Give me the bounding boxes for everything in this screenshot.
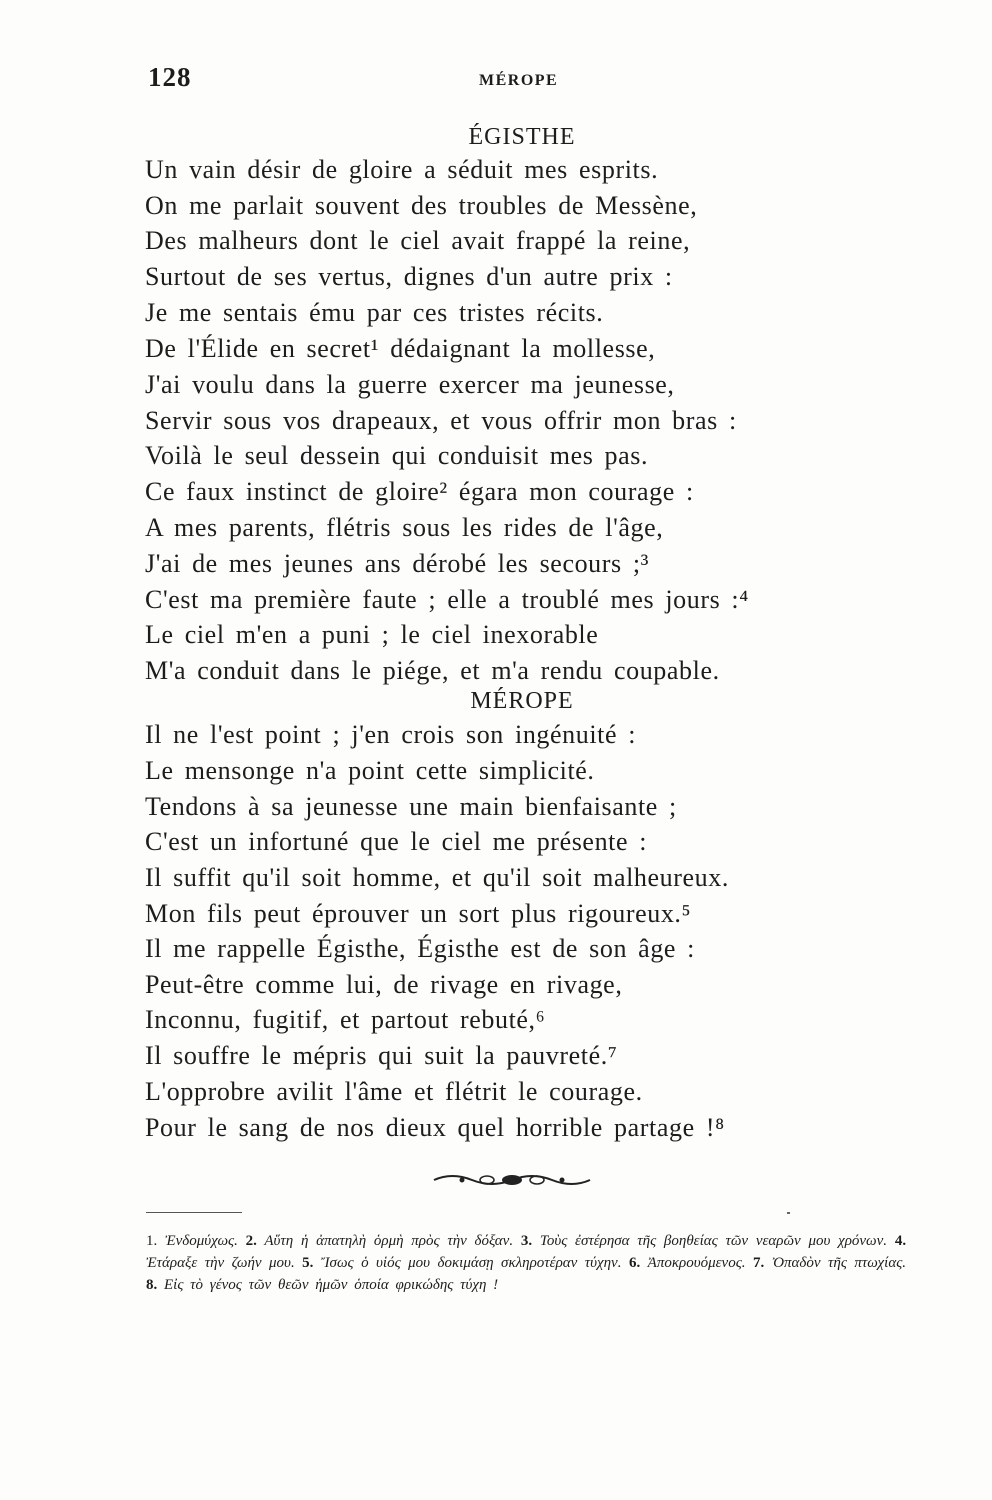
footnote-number: 8. bbox=[146, 1277, 158, 1293]
footnote-rule bbox=[146, 1212, 242, 1213]
footnote-text: Εἰς τὸ γένος τῶν θεῶν ἡμῶν ὁποία φρικώδης τύχη ! bbox=[164, 1277, 499, 1293]
verse-line: Voilà le seul dessein qui conduisit mes pas. bbox=[145, 441, 649, 470]
verse-line: Surtout de ses vertus, dignes d'un autre prix : bbox=[145, 262, 673, 291]
verse-line: Il me rappelle Égisthe, Égisthe est de son âge : bbox=[145, 934, 695, 963]
footnote-text: Ἐτάραξε τὴν ζωήν μου. bbox=[146, 1255, 295, 1271]
verse-line: Un vain désir de gloire a séduit mes esprits. bbox=[145, 155, 659, 184]
footnote-number: 6. bbox=[628, 1255, 641, 1271]
verse-line: L'opprobre avilit l'âme et flétrit le courage. bbox=[145, 1077, 643, 1106]
verse-line: C'est un infortuné que le ciel me présente : bbox=[145, 827, 648, 856]
verse-line: Ce faux instinct de gloire² égara mon courage : bbox=[145, 477, 694, 506]
verse-line: C'est ma première faute ; elle a troublé mes jours :⁴ bbox=[145, 585, 749, 614]
verse-line: De l'Élide en secret¹ dédaignant la mollesse, bbox=[145, 334, 656, 363]
ornament-divider bbox=[432, 1170, 592, 1190]
verse-line: Mon fils peut éprouver un sort plus rigoureux.⁵ bbox=[145, 899, 692, 928]
speaker-egisthe: ÉGISTHE bbox=[468, 124, 576, 150]
speaker-merope: MÉROPE bbox=[470, 688, 574, 714]
footnote-text: Ἴσως ὁ υἱός μου δοκιμάσῃ σκληροτέραν τύχην. bbox=[320, 1255, 622, 1271]
verse-line: Il ne l'est point ; j'en crois son ingénuité : bbox=[145, 720, 637, 749]
footnote-number: 1. bbox=[146, 1233, 158, 1249]
verse-line: Des malheurs dont le ciel avait frappé la reine, bbox=[145, 226, 691, 255]
page-number: 128 bbox=[148, 62, 192, 92]
verse-line: Tendons à sa jeunesse une main bienfaisante ; bbox=[145, 792, 677, 821]
verse-line: J'ai voulu dans la guerre exercer ma jeunesse, bbox=[145, 370, 675, 399]
speck bbox=[787, 1212, 790, 1214]
verse-line: M'a conduit dans le piége, et m'a rendu coupable. bbox=[145, 656, 720, 685]
verse-line: Je me sentais ému par ces tristes récits. bbox=[145, 298, 604, 327]
verse-line: On me parlait souvent des troubles de Messène, bbox=[145, 191, 698, 220]
verse-line: Il suffit qu'il soit homme, et qu'il soit malheureux. bbox=[145, 863, 729, 892]
footnote-number: 7. bbox=[753, 1255, 765, 1271]
footnote-text: Αὕτη ἡ ἀπατηλὴ ὁρμὴ πρὸς τὴν δόξαν. bbox=[264, 1233, 514, 1249]
footnote-text: Τοὺς ἐστέρησα τῆς βοηθείας τῶν νεαρῶν μου χρόνων. bbox=[539, 1233, 888, 1249]
verse-line: J'ai de mes jeunes ans dérobé les secours ;³ bbox=[145, 549, 650, 578]
verse-line: Le mensonge n'a point cette simplicité. bbox=[145, 756, 595, 785]
footnotes bbox=[146, 1230, 906, 1296]
verse-line: A mes parents, flétris sous les rides de l'âge, bbox=[145, 513, 664, 542]
footnote-number: 3. bbox=[520, 1233, 533, 1249]
footnote-text: Ἀποκρουόμενος. bbox=[647, 1255, 746, 1271]
footnote-number: 4. bbox=[894, 1233, 907, 1249]
verse-line: Servir sous vos drapeaux, et vous offrir mon bras : bbox=[145, 406, 737, 435]
footnote-number: 2. bbox=[245, 1233, 257, 1249]
running-title: MÉROPE bbox=[479, 72, 559, 89]
verse-line: Inconnu, fugitif, et partout rebuté,⁶ bbox=[145, 1005, 546, 1034]
footnote-text: Ἐνδομύχως. bbox=[165, 1233, 238, 1249]
verse-line: Il souffre le mépris qui suit la pauvreté.⁷ bbox=[145, 1041, 618, 1070]
footnote-number: 5. bbox=[302, 1255, 314, 1271]
footnote-text: Ὀπαδὸν τῆς πτωχίας. bbox=[771, 1255, 907, 1271]
verse-line: Pour le sang de nos dieux quel horrible partage !⁸ bbox=[145, 1113, 725, 1142]
verse-line: Le ciel m'en a puni ; le ciel inexorable bbox=[145, 620, 599, 649]
verse-line: Peut-être comme lui, de rivage en rivage, bbox=[145, 970, 623, 999]
